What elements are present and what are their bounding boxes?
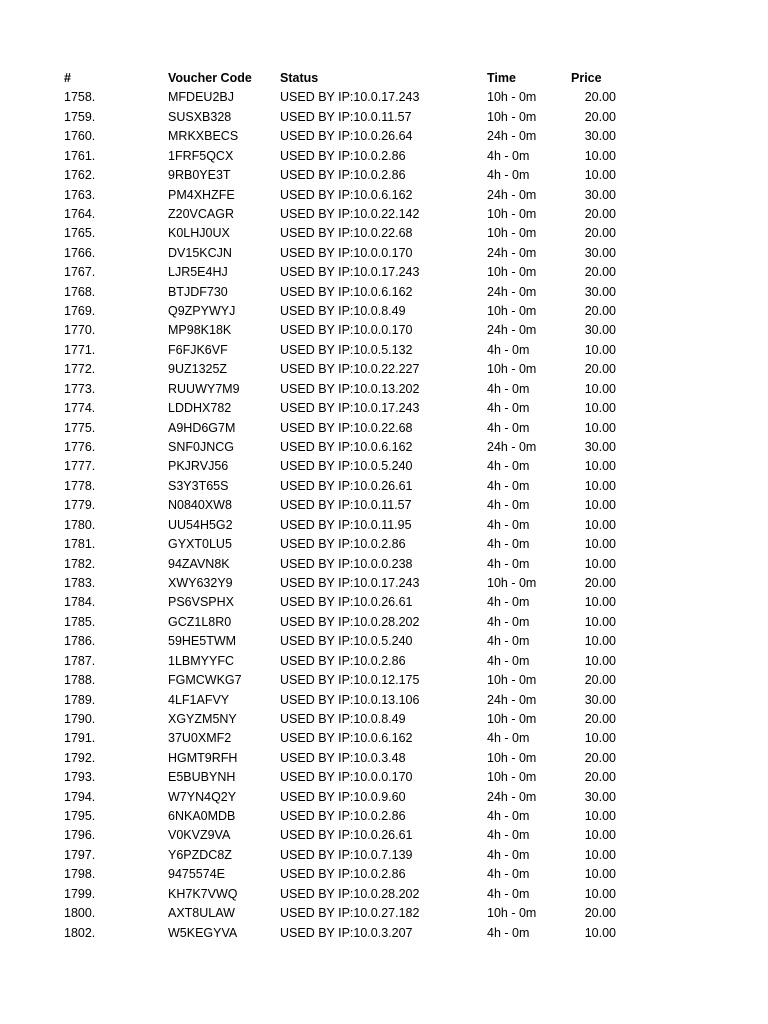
time-value: 10h - 0m	[487, 362, 537, 377]
header-number: #	[64, 71, 71, 85]
time-value: 4h - 0m	[487, 148, 530, 163]
status-text: USED BY IP:10.0.13.106	[280, 692, 420, 707]
price-value: 10.00	[584, 537, 616, 552]
price-value: 10.00	[584, 381, 616, 396]
row-number: 1758.	[64, 90, 96, 105]
row-number: 1759.	[64, 109, 96, 124]
price-value: 10.00	[584, 731, 616, 746]
time-value: 4h - 0m	[487, 517, 530, 532]
voucher-code: MFDEU2BJ	[168, 90, 234, 105]
price-value: 30.00	[584, 440, 616, 455]
time-value: 24h - 0m	[487, 284, 537, 299]
time-value: 4h - 0m	[487, 556, 530, 571]
table-row	[0, 283, 768, 302]
voucher-code: BTJDF730	[168, 284, 228, 299]
voucher-code: HGMT9RFH	[168, 750, 238, 765]
table-row	[0, 127, 768, 146]
time-value: 10h - 0m	[487, 711, 537, 726]
price-value: 10.00	[584, 401, 616, 416]
time-value: 10h - 0m	[487, 750, 537, 765]
table-row	[0, 321, 768, 340]
row-number: 1769.	[64, 304, 96, 319]
row-number: 1777.	[64, 459, 96, 474]
voucher-code: 94ZAVN8K	[168, 556, 230, 571]
price-value: 10.00	[584, 809, 616, 824]
status-text: USED BY IP:10.0.6.162	[280, 187, 413, 202]
price-value: 20.00	[584, 304, 616, 319]
status-text: USED BY IP:10.0.17.243	[280, 401, 420, 416]
voucher-code: XWY632Y9	[168, 575, 233, 590]
table-row	[0, 555, 768, 574]
status-text: USED BY IP:10.0.0.170	[280, 323, 413, 338]
voucher-code: 59HE5TWM	[168, 634, 237, 649]
time-value: 10h - 0m	[487, 206, 537, 221]
time-value: 4h - 0m	[487, 614, 530, 629]
status-text: USED BY IP:10.0.0.170	[280, 245, 413, 260]
table-row	[0, 477, 768, 496]
table-row	[0, 419, 768, 438]
status-text: USED BY IP:10.0.5.240	[280, 459, 413, 474]
voucher-table	[0, 69, 768, 943]
price-value: 10.00	[584, 517, 616, 532]
row-number: 1763.	[64, 187, 96, 202]
status-text: USED BY IP:10.0.5.240	[280, 634, 413, 649]
time-value: 4h - 0m	[487, 867, 530, 882]
time-value: 24h - 0m	[487, 440, 537, 455]
row-number: 1770.	[64, 323, 96, 338]
row-number: 1793.	[64, 770, 96, 785]
row-number: 1765.	[64, 226, 96, 241]
table-row	[0, 593, 768, 612]
table-row	[0, 826, 768, 845]
status-text: USED BY IP:10.0.28.202	[280, 886, 420, 901]
header-status: Status	[280, 71, 319, 85]
voucher-code: RUUWY7M9	[168, 381, 240, 396]
table-row	[0, 710, 768, 729]
row-number: 1796.	[64, 828, 96, 843]
price-value: 20.00	[584, 226, 616, 241]
table-row	[0, 244, 768, 263]
row-number: 1794.	[64, 789, 96, 804]
table-row	[0, 438, 768, 457]
row-number: 1781.	[64, 537, 96, 552]
price-value: 30.00	[584, 692, 616, 707]
time-value: 4h - 0m	[487, 498, 530, 513]
status-text: USED BY IP:10.0.26.61	[280, 595, 413, 610]
status-text: USED BY IP:10.0.5.132	[280, 342, 413, 357]
time-value: 24h - 0m	[487, 129, 537, 144]
price-value: 10.00	[584, 478, 616, 493]
voucher-code: MRKXBECS	[168, 129, 239, 144]
status-text: USED BY IP:10.0.26.61	[280, 478, 413, 493]
table-row	[0, 399, 768, 418]
price-value: 30.00	[584, 789, 616, 804]
row-number: 1764.	[64, 206, 96, 221]
time-value: 4h - 0m	[487, 401, 530, 416]
price-value: 20.00	[584, 906, 616, 921]
time-value: 4h - 0m	[487, 925, 530, 940]
table-row	[0, 691, 768, 710]
row-number: 1778.	[64, 478, 96, 493]
row-number: 1795.	[64, 809, 96, 824]
status-text: USED BY IP:10.0.2.86	[280, 867, 406, 882]
time-value: 4h - 0m	[487, 731, 530, 746]
table-row	[0, 613, 768, 632]
status-text: USED BY IP:10.0.12.175	[280, 673, 420, 688]
voucher-code: Y6PZDC8Z	[168, 847, 232, 862]
time-value: 4h - 0m	[487, 381, 530, 396]
table-row	[0, 535, 768, 554]
status-text: USED BY IP:10.0.17.243	[280, 575, 420, 590]
row-number: 1766.	[64, 245, 96, 260]
row-number: 1773.	[64, 381, 96, 396]
price-value: 10.00	[584, 148, 616, 163]
table-row	[0, 846, 768, 865]
row-number: 1800.	[64, 906, 96, 921]
time-value: 24h - 0m	[487, 789, 537, 804]
table-row	[0, 88, 768, 107]
status-text: USED BY IP:10.0.8.49	[280, 304, 406, 319]
voucher-code: F6FJK6VF	[168, 342, 228, 357]
status-text: USED BY IP:10.0.17.243	[280, 265, 420, 280]
status-text: USED BY IP:10.0.2.86	[280, 653, 406, 668]
voucher-code: GYXT0LU5	[168, 537, 232, 552]
table-row	[0, 147, 768, 166]
price-value: 30.00	[584, 245, 616, 260]
status-text: USED BY IP:10.0.2.86	[280, 148, 406, 163]
voucher-code: W7YN4Q2Y	[168, 789, 237, 804]
voucher-code: K0LHJ0UX	[168, 226, 230, 241]
status-text: USED BY IP:10.0.6.162	[280, 284, 413, 299]
voucher-code: 6NKA0MDB	[168, 809, 236, 824]
time-value: 4h - 0m	[487, 420, 530, 435]
status-text: USED BY IP:10.0.7.139	[280, 847, 413, 862]
table-row	[0, 380, 768, 399]
time-value: 10h - 0m	[487, 226, 537, 241]
voucher-code: 37U0XMF2	[168, 731, 232, 746]
row-number: 1783.	[64, 575, 96, 590]
voucher-code: SUSXB328	[168, 109, 232, 124]
time-value: 4h - 0m	[487, 828, 530, 843]
table-row	[0, 205, 768, 224]
status-text: USED BY IP:10.0.11.95	[280, 517, 412, 532]
row-number: 1802.	[64, 925, 96, 940]
row-number: 1787.	[64, 653, 96, 668]
time-value: 4h - 0m	[487, 168, 530, 183]
price-value: 30.00	[584, 284, 616, 299]
voucher-code: SNF0JNCG	[168, 440, 234, 455]
time-value: 4h - 0m	[487, 537, 530, 552]
voucher-code: PS6VSPHX	[168, 595, 235, 610]
voucher-code: XGYZM5NY	[168, 711, 237, 726]
status-text: USED BY IP:10.0.2.86	[280, 809, 406, 824]
row-number: 1779.	[64, 498, 96, 513]
row-number: 1760.	[64, 129, 96, 144]
time-value: 10h - 0m	[487, 265, 537, 280]
price-value: 20.00	[584, 673, 616, 688]
price-value: 20.00	[584, 265, 616, 280]
table-row	[0, 885, 768, 904]
voucher-code: FGMCWKG7	[168, 673, 242, 688]
voucher-code: Z20VCAGR	[168, 206, 234, 221]
voucher-code: Q9ZPYWYJ	[168, 304, 236, 319]
table-row	[0, 360, 768, 379]
voucher-code: E5BUBYNH	[168, 770, 236, 785]
time-value: 10h - 0m	[487, 304, 537, 319]
price-value: 10.00	[584, 634, 616, 649]
header-voucher-code: Voucher Code	[168, 71, 252, 85]
voucher-code: DV15KCJN	[168, 245, 232, 260]
price-value: 20.00	[584, 711, 616, 726]
status-text: USED BY IP:10.0.22.68	[280, 420, 413, 435]
row-number: 1799.	[64, 886, 96, 901]
price-value: 30.00	[584, 323, 616, 338]
time-value: 10h - 0m	[487, 109, 537, 124]
status-text: USED BY IP:10.0.9.60	[280, 789, 406, 804]
voucher-code: A9HD6G7M	[168, 420, 236, 435]
time-value: 4h - 0m	[487, 459, 530, 474]
price-value: 30.00	[584, 187, 616, 202]
row-number: 1791.	[64, 731, 96, 746]
table-row	[0, 671, 768, 690]
price-value: 10.00	[584, 168, 616, 183]
time-value: 4h - 0m	[487, 886, 530, 901]
status-text: USED BY IP:10.0.8.49	[280, 711, 406, 726]
voucher-code: MP98K18K	[168, 323, 232, 338]
table-row	[0, 108, 768, 127]
table-row	[0, 652, 768, 671]
row-number: 1771.	[64, 342, 96, 357]
price-value: 20.00	[584, 206, 616, 221]
price-value: 10.00	[584, 556, 616, 571]
table-row	[0, 749, 768, 768]
table-row	[0, 516, 768, 535]
price-value: 10.00	[584, 828, 616, 843]
time-value: 4h - 0m	[487, 342, 530, 357]
time-value: 10h - 0m	[487, 673, 537, 688]
row-number: 1785.	[64, 614, 96, 629]
row-number: 1776.	[64, 440, 96, 455]
row-number: 1767.	[64, 265, 96, 280]
voucher-code: 1FRF5QCX	[168, 148, 234, 163]
voucher-code: PKJRVJ56	[168, 459, 229, 474]
price-value: 10.00	[584, 614, 616, 629]
voucher-code: 9RB0YE3T	[168, 168, 231, 183]
table-row	[0, 166, 768, 185]
table-row	[0, 457, 768, 476]
voucher-code: S3Y3T65S	[168, 478, 229, 493]
price-value: 10.00	[584, 886, 616, 901]
voucher-code: AXT8ULAW	[168, 906, 235, 921]
time-value: 24h - 0m	[487, 323, 537, 338]
price-value: 20.00	[584, 770, 616, 785]
row-number: 1782.	[64, 556, 96, 571]
table-row	[0, 341, 768, 360]
table-row	[0, 574, 768, 593]
row-number: 1761.	[64, 148, 96, 163]
table-row	[0, 768, 768, 787]
time-value: 4h - 0m	[487, 847, 530, 862]
price-value: 10.00	[584, 420, 616, 435]
price-value: 20.00	[584, 750, 616, 765]
status-text: USED BY IP:10.0.6.162	[280, 731, 413, 746]
voucher-code: W5KEGYVA	[168, 925, 238, 940]
price-value: 10.00	[584, 595, 616, 610]
time-value: 10h - 0m	[487, 575, 537, 590]
status-text: USED BY IP:10.0.22.68	[280, 226, 413, 241]
status-text: USED BY IP:10.0.11.57	[280, 498, 412, 513]
status-text: USED BY IP:10.0.0.170	[280, 770, 413, 785]
row-number: 1786.	[64, 634, 96, 649]
status-text: USED BY IP:10.0.3.48	[280, 750, 406, 765]
row-number: 1789.	[64, 692, 96, 707]
row-number: 1784.	[64, 595, 96, 610]
table-row	[0, 496, 768, 515]
status-text: USED BY IP:10.0.17.243	[280, 90, 420, 105]
price-value: 20.00	[584, 575, 616, 590]
price-value: 10.00	[584, 925, 616, 940]
status-text: USED BY IP:10.0.22.142	[280, 206, 420, 221]
table-row	[0, 807, 768, 826]
table-header-row	[0, 69, 768, 88]
price-value: 20.00	[584, 109, 616, 124]
status-text: USED BY IP:10.0.3.207	[280, 925, 413, 940]
row-number: 1788.	[64, 673, 96, 688]
status-text: USED BY IP:10.0.6.162	[280, 440, 413, 455]
voucher-code: 4LF1AFVY	[168, 692, 230, 707]
status-text: USED BY IP:10.0.26.61	[280, 828, 413, 843]
status-text: USED BY IP:10.0.2.86	[280, 537, 406, 552]
row-number: 1762.	[64, 168, 96, 183]
voucher-code: N0840XW8	[168, 498, 232, 513]
voucher-code: LDDHX782	[168, 401, 232, 416]
price-value: 10.00	[584, 653, 616, 668]
row-number: 1768.	[64, 284, 96, 299]
status-text: USED BY IP:10.0.0.238	[280, 556, 413, 571]
row-number: 1780.	[64, 517, 96, 532]
row-number: 1790.	[64, 711, 96, 726]
time-value: 4h - 0m	[487, 809, 530, 824]
status-text: USED BY IP:10.0.27.182	[280, 906, 420, 921]
price-value: 10.00	[584, 459, 616, 474]
table-row	[0, 632, 768, 651]
row-number: 1792.	[64, 750, 96, 765]
status-text: USED BY IP:10.0.2.86	[280, 168, 406, 183]
table-row	[0, 865, 768, 884]
time-value: 10h - 0m	[487, 770, 537, 785]
voucher-code: 9475574E	[168, 867, 226, 882]
table-row	[0, 924, 768, 943]
table-row	[0, 186, 768, 205]
voucher-code: 9UZ1325Z	[168, 362, 228, 377]
price-value: 10.00	[584, 342, 616, 357]
time-value: 10h - 0m	[487, 90, 537, 105]
row-number: 1772.	[64, 362, 96, 377]
price-value: 10.00	[584, 847, 616, 862]
time-value: 10h - 0m	[487, 906, 537, 921]
time-value: 4h - 0m	[487, 478, 530, 493]
status-text: USED BY IP:10.0.28.202	[280, 614, 420, 629]
row-number: 1775.	[64, 420, 96, 435]
header-price: Price	[571, 71, 602, 85]
table-row	[0, 224, 768, 243]
time-value: 4h - 0m	[487, 634, 530, 649]
table-row	[0, 302, 768, 321]
voucher-code: GCZ1L8R0	[168, 614, 232, 629]
table-row	[0, 729, 768, 748]
time-value: 24h - 0m	[487, 692, 537, 707]
voucher-code: LJR5E4HJ	[168, 265, 228, 280]
table-row	[0, 904, 768, 923]
price-value: 20.00	[584, 362, 616, 377]
voucher-code: 1LBMYYFC	[168, 653, 234, 668]
row-number: 1797.	[64, 847, 96, 862]
row-number: 1798.	[64, 867, 96, 882]
price-value: 10.00	[584, 867, 616, 882]
voucher-code: KH7K7VWQ	[168, 886, 238, 901]
voucher-code: V0KVZ9VA	[168, 828, 231, 843]
price-value: 30.00	[584, 129, 616, 144]
voucher-code: UU54H5G2	[168, 517, 233, 532]
time-value: 24h - 0m	[487, 245, 537, 260]
price-value: 10.00	[584, 498, 616, 513]
header-time: Time	[487, 71, 516, 85]
table-row	[0, 788, 768, 807]
status-text: USED BY IP:10.0.11.57	[280, 109, 412, 124]
time-value: 24h - 0m	[487, 187, 537, 202]
table-body	[0, 88, 768, 943]
status-text: USED BY IP:10.0.26.64	[280, 129, 413, 144]
table-row	[0, 263, 768, 282]
row-number: 1774.	[64, 401, 96, 416]
time-value: 4h - 0m	[487, 653, 530, 668]
time-value: 4h - 0m	[487, 595, 530, 610]
price-value: 20.00	[584, 90, 616, 105]
voucher-code: PM4XHZFE	[168, 187, 235, 202]
status-text: USED BY IP:10.0.22.227	[280, 362, 420, 377]
status-text: USED BY IP:10.0.13.202	[280, 381, 420, 396]
